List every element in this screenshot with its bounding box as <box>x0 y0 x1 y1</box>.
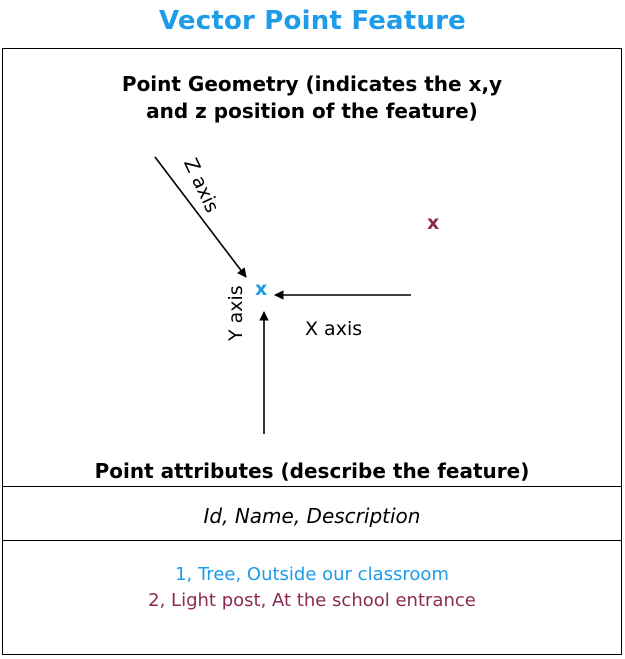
attributes-heading: Point attributes (describe the feature) <box>94 459 530 483</box>
point-marker-primary: x <box>255 278 268 300</box>
divider-columns-bottom <box>3 540 621 541</box>
y-axis-label: Y axis <box>225 285 247 341</box>
divider-attributes-top <box>3 486 621 487</box>
x-axis-label: X axis <box>305 318 363 340</box>
geometry-heading-line-2: and z position of the feature) <box>146 99 478 123</box>
table-row: 1, Tree, Outside our classroom <box>175 564 449 585</box>
z-axis-label: Z axis <box>179 155 224 217</box>
attributes-rows <box>3 562 621 614</box>
geometry-heading-line-1: Point Geometry (indicates the x,y <box>121 72 503 96</box>
attributes-columns: Id, Name, Description <box>203 504 421 528</box>
page-title: Vector Point Feature <box>158 6 466 36</box>
table-row: 2, Light post, At the school entrance <box>148 590 476 612</box>
point-marker-secondary: x <box>427 212 440 234</box>
diagram-frame <box>2 48 622 655</box>
